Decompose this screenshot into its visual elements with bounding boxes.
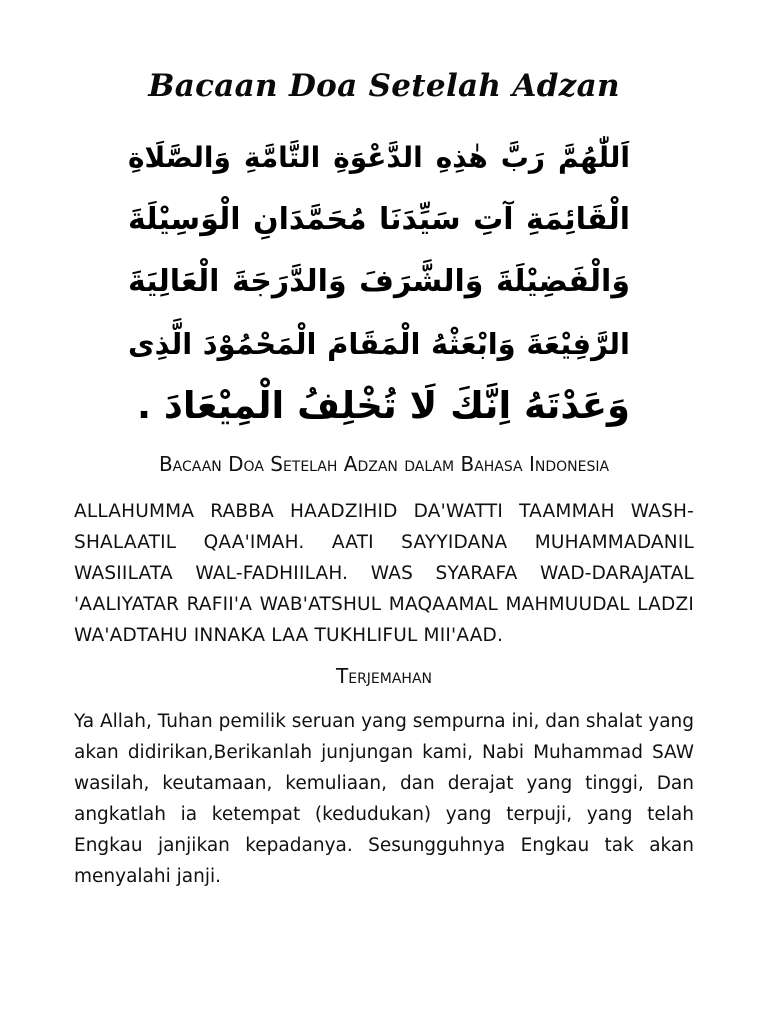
translation-paragraph: Ya Allah, Tuhan pemilik seruan yang sempurna ini, dan shalat yang akan didirikan,Berikanlah junjungan kami, Nabi Muhammad SAW wasilah, keutamaan, kemuliaan, dan derajat yang tinggi, Dan angkatlah ia ketempat (kedudukan) yang terpuji, yang telah Engkau janjikan kepadanya. Sesungguhnya Engkau tak akan menyalahi janji. [74,711,694,887]
heading-indonesian-reading: Bacaan Doa Setelah Adzan dalam Bahasa Indonesia [158,452,610,476]
arabic-line-4: الرَّفِيْعَةَ وَابْعَثْهُ الْمَقَامَ الْمَحْمُوْدَ الَّذِى [128,327,630,361]
latin-transliteration: ALLAHUMMA RABBA HAADZIHID DA'WATTI TAAMMAH WASH-SHALAATIL QAA'IMAH. AATI SAYYIDANA MUHAMMADANIL WASIILATA WAL-FADHIILAH. WAS SYARAFA WAD-DARAJATAL 'AALIYATAR RAFII'A WAB'ATSHUL MAQAAMAL MAHMUUDAL LADZI WA'ADTAHU INNAKA LAA TUKHLIFUL MII'AAD. [74,501,694,646]
arabic-line-1: اَللّٰهُمَّ رَبَّ هٰذِهِ الدَّعْوَةِ التَّامَّةِ وَالصَّلَاةِ [128,141,630,174]
arabic-line-2: الْقَائِمَةِ آتِ سَيِّدَنَا مُحَمَّدَانِ الْوَسِيْلَةَ [128,202,630,237]
heading-translation: Terjemahan [336,664,432,688]
page-title: Bacaan Doa Setelah Adzan [148,68,620,104]
arabic-prayer-image [128,128,630,436]
arabic-line-5: وَعَدْتَهُ اِنَّكَ لَا تُخْلِفُ الْمِيْعَادَ . [137,384,630,427]
arabic-line-3: وَالْفَضِيْلَةَ وَالشَّرَفَ وَالدَّرَجَةَ الْعَالِيَةَ [128,264,630,299]
